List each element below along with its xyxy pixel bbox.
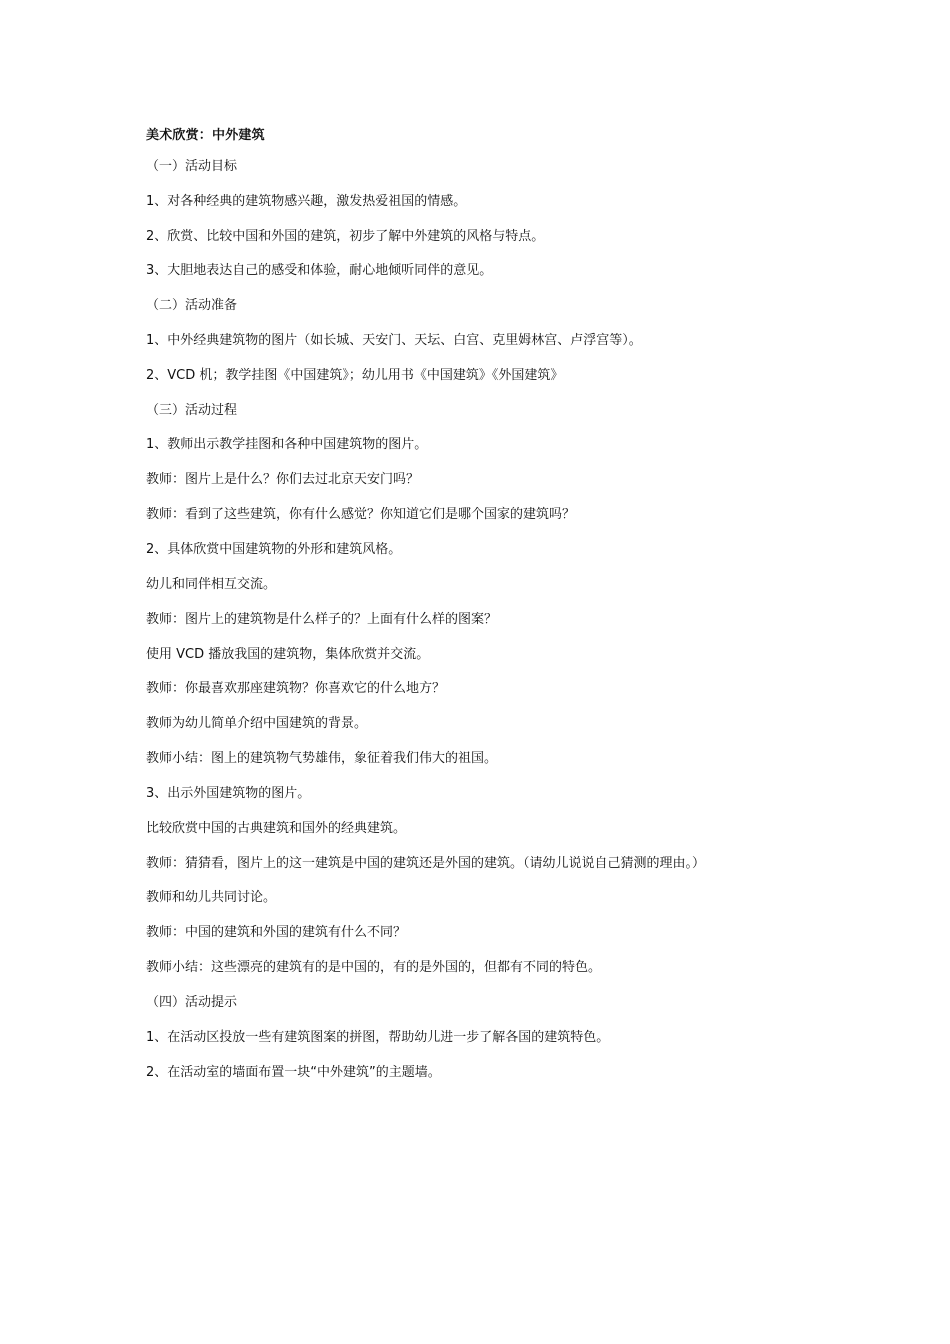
paragraph: 2、在活动室的墙面布置一块“中外建筑”的主题墙。	[146, 1065, 441, 1080]
paragraph: 教师：图片上是什么？你们去过北京天安门吗？	[146, 472, 420, 487]
paragraph: 教师：中国的建筑和外国的建筑有什么不同？	[146, 925, 407, 940]
paragraph: 使用 VCD 播放我国的建筑物，集体欣赏并交流。	[146, 647, 430, 662]
paragraph: 1、中外经典建筑物的图片（如长城、天安门、天坛、白宫、克里姆林宫、卢浮宫等）。	[146, 333, 642, 348]
paragraph: 1、在活动区投放一些有建筑图案的拼图，帮助幼儿进一步了解各国的建筑特色。	[146, 1030, 610, 1045]
document-title: 美术欣赏：中外建筑	[146, 128, 265, 143]
paragraph: 教师小结：这些漂亮的建筑有的是中国的，有的是外国的，但都有不同的特色。	[146, 960, 602, 975]
paragraph: 幼儿和同伴相互交流。	[146, 577, 277, 592]
paragraph: 3、出示外国建筑物的图片。	[146, 786, 311, 801]
paragraph: 1、教师出示教学挂图和各种中国建筑物的图片。	[146, 437, 428, 452]
section-heading-process: （三）活动过程	[146, 403, 238, 418]
paragraph: 2、VCD 机；教学挂图《中国建筑》；幼儿用书《中国建筑》《外国建筑》	[146, 368, 564, 383]
paragraph: 教师：你最喜欢那座建筑物？你喜欢它的什么地方？	[146, 681, 446, 696]
paragraph: 教师：看到了这些建筑，你有什么感觉？你知道它们是哪个国家的建筑吗？	[146, 507, 576, 522]
paragraph: 教师：猜猜看，图片上的这一建筑是中国的建筑还是外国的建筑。（请幼儿说说自己猜测的理由。）	[146, 856, 706, 871]
paragraph: 3、大胆地表达自己的感受和体验，耐心地倾听同伴的意见。	[146, 263, 493, 278]
paragraph: 教师小结：图上的建筑物气势雄伟，象征着我们伟大的祖国。	[146, 751, 498, 766]
paragraph: 1、对各种经典的建筑物感兴趣，激发热爱祖国的情感。	[146, 194, 467, 209]
paragraph: 教师为幼儿简单介绍中国建筑的背景。	[146, 716, 368, 731]
section-heading-tips: （四）活动提示	[146, 995, 238, 1010]
section-heading-preparation: （二）活动准备	[146, 298, 238, 313]
paragraph: 比较欣赏中国的古典建筑和国外的经典建筑。	[146, 821, 407, 836]
paragraph: 2、欣赏、比较中国和外国的建筑，初步了解中外建筑的风格与特点。	[146, 229, 545, 244]
paragraph: 教师：图片上的建筑物是什么样子的？上面有什么样的图案？	[146, 612, 498, 627]
section-heading-goals: （一）活动目标	[146, 159, 238, 174]
paragraph: 教师和幼儿共同讨论。	[146, 890, 277, 905]
paragraph: 2、具体欣赏中国建筑物的外形和建筑风格。	[146, 542, 402, 557]
